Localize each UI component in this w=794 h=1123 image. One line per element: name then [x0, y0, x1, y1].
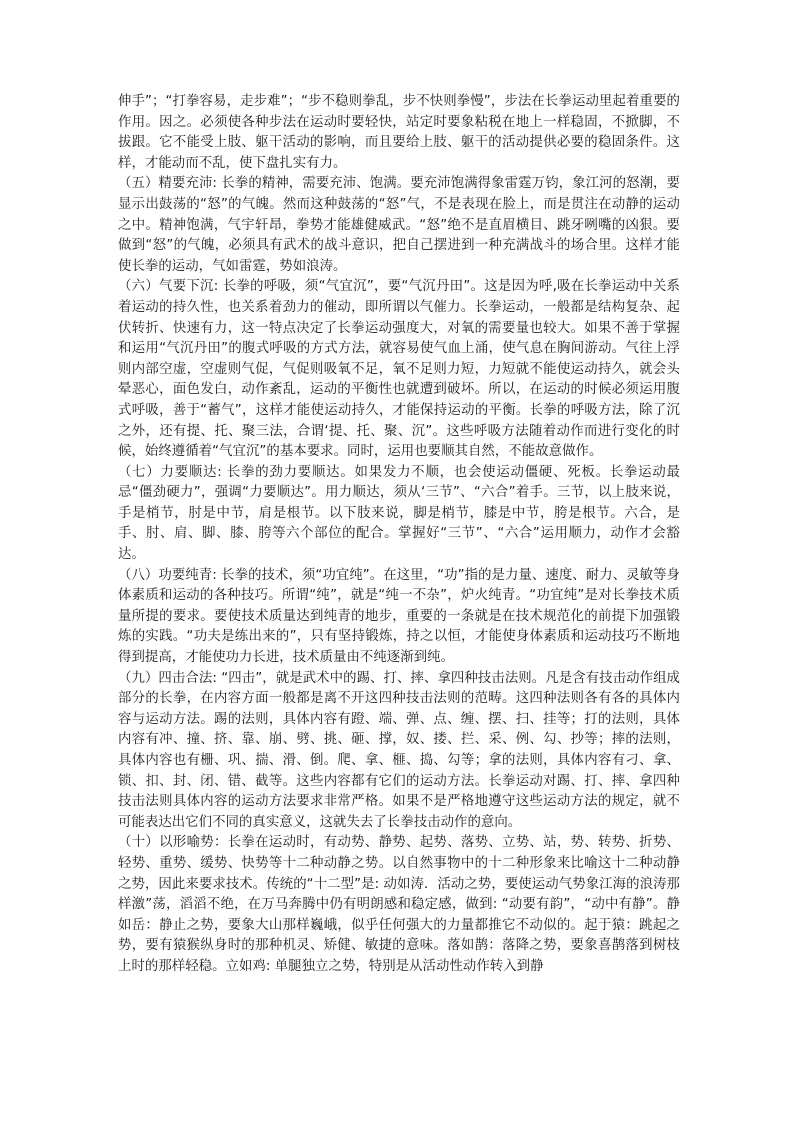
paragraph-footwork: 伸手”；“打拳容易，走步难”；“步不稳则拳乱，步不快则拳慢”，步法在长拳运动里起着重要的作用。因之。必须使各种步法在运动时要轻快，站定时要象粘税在地上一样稳固，不掀脚，不拔跟。它不能受上肢、躯干活动的影响，而且要给上肢、躯干的活动提供必要的稳固条件。这样，才能动而不乱，使下盘扎实有力。: [118, 94, 680, 171]
paragraph-four-strikes: （九）四击合法: “四击”，就是武术中的踢、打、摔、拿四种技击法则。凡是含有技击动作组成部分的长拳，在内容方面一般都是离不开这四种技击法则的范畴。这四种法则各有各的具体内容与运动方法。踢的法则，具体内容有蹬、端、弹、点、缠、摆、扫、挂等；打的法则，具体内容有冲、撞、挤、靠、崩、劈、挑、砸、撑，奴、搂、拦、采、例、勾、抄等；摔的法则，具体内容也有栅、巩、揣、滑、倒。爬、拿、榧、捣、勾等；拿的法则，具体内容有刁、拿、锁、扣、封、闭、错、截等。这些内容都有它们的运动方法。长拳运动对踢、打、摔、拿四种技击法则具体内容的运动方法要求非常严格。如果不是严格地遵守这些运动方法的规定，就不可能表达出它们不同的真实意义，这就失去了长拳技击动作的意向。: [118, 670, 680, 830]
paragraph-form-momentum: （十）以形喻势：长拳在运动时，有动势、静势、起势、落势、立势、站，势、转势、折势、轻势、重势、缓势、快势等十二种动静之势。以自然事物中的十二种形象来比喻这十二种动静之势，因此来要求技术。传统的“十二型”是: 动如涛．活动之势，要使运动气势象江海的浪涛那样激”荡，滔滔不绝，在万马奔腾中仍有明朗感和稳定感，做到: “动要有韵”，“动中有静”。静如岳：静止之势，要象大山那样巍峨，似乎任何强大的力量都推它不动似的。起于猿：跳起之势，要有猿猴纵身时的那种机灵、矫健、敏捷的意味。落如鹊：落降之势，要象喜鹊落到树枝上时的那样轻稳。立如鸡: 单腿独立之势，特别是从活动性动作转入到静: [118, 835, 680, 974]
paragraph-skill: （八）功要纯青: 长拳的技术，须“功宜纯”。在这里，“功”指的是力量、速度、耐力、灵敏等身体素质和运动的各种技巧。所谓“纯”，就是“纯一不杂”，炉火纯青。“功宜纯”是对长拳技术质量所提的要求。要使技术质量达到纯青的地步，重要的一条就是在技术规范化的前提下加强锻炼的实践。“功夫是练出来的”，只有坚持锻炼，持之以恒，才能使身体素质和运动技巧不断地得到提高，才能使功力长进，技术质量由不纯逐渐到纯。: [118, 567, 680, 666]
document-page: [118, 92, 680, 978]
paragraph-spirit: （五）精要充沛: 长拳的精神，需要充沛、饱满。要充沛饱满得象雷霆万钧，象江河的怒潮，要显示出鼓荡的“怒”的气魄。然而这种鼓荡的“怒”气，不是表现在脸上，而是贯注在动静的运动之中。精神饱满，气宇轩昂，拳势才能雄健威武。“怒”绝不是直眉横目、跳牙咧嘴的凶狠。要做到“怒”的气魄，必须具有武术的战斗意识，把自己摆进到一种充满战斗的场合里。这样才能使长拳的运动，气如雷霆，势如浪涛。: [118, 176, 680, 274]
paragraph-force: （七）力要顺达: 长拳的劲力要顺达。如果发力不顺，也会使运动僵硬、死板。长拳运动最忌“僵劲硬力”，强调“力要顺达”。用力顺达，须从‘三节”、“六合”着手。三节，以上肢来说，手是梢节，肘是中节，肩是根节。以下肢来说，脚是梢节，膝是中节，胯是根节。六合，是手、肘、肩、脚、膝、胯等六个部位的配合。掌握好“三节”、“六合”运用顺力，动作才会豁达。: [118, 464, 680, 563]
paragraph-breathing: （六）气要下沉: 长拳的呼吸，须“气宜沉”，要“气沉丹田”。这是因为呼,吸在长拳运动中关系着运动的持久性，也关系着劲力的催动，即所谓以气催力。长拳运动，一般都是结构复杂、起伏转折、快速有力，这一特点决定了长拳运动强度大，对氧的需要量也较大。如果不善于掌握和运用“气沉丹田”的腹式呼吸的方式方法，就容易使气血上涌，使气息在胸间游动。气往上浮则内部空虚，空虚则气促，气促则吸氧不足，氧不足则力短，力短就不能使运动持久，就会头晕恶心，面色发白，动作紊乱，运动的平衡性也就遭到破坏。所以，在运动的时候必须运用腹式呼吸，善于“蓄气”，这样才能使运动持久，才能保持运动的平衡。长拳的呼吸方法，除了沉之外，还有提、托、聚三法，合谓‘提、托、聚、沉”。这些呼吸方法随着动作而进行变化的时候，始终遵循着“气宜沉”的基本要求。同时，运用也要顺其自然，不能故意做作。: [118, 279, 680, 460]
